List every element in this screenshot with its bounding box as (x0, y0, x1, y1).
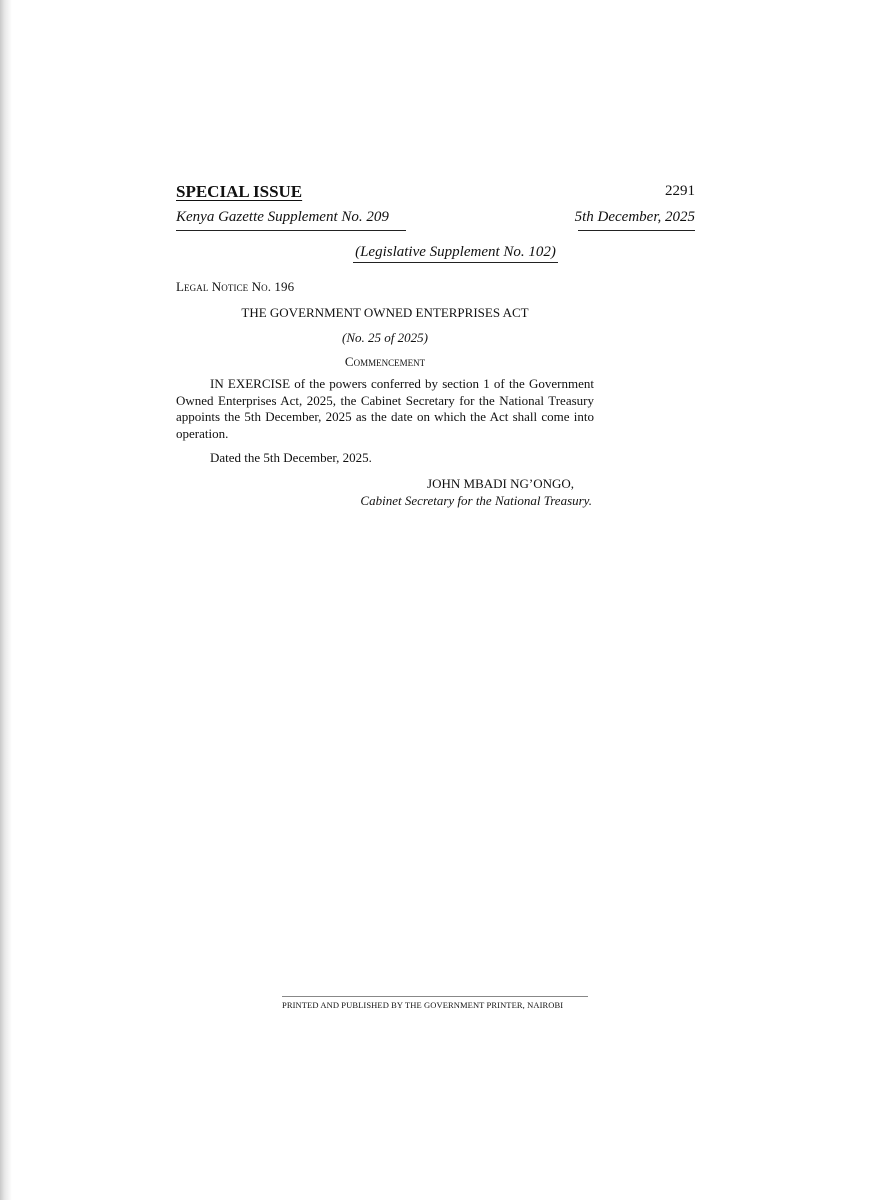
legal-notice-number: Legal Notice No. 196 (176, 279, 295, 294)
signatory-name: JOHN MBADI NG’ONGO, (427, 476, 574, 491)
page-edge-shadow (0, 0, 12, 1200)
footer-rule (282, 996, 588, 997)
page-number: 2291 (665, 183, 695, 199)
special-issue-heading: SPECIAL ISSUE (176, 182, 303, 201)
signatory-title: Cabinet Secretary for the National Treasury. (360, 493, 592, 508)
header-rule-left (176, 230, 406, 231)
notice-body: IN EXERCISE of the powers conferred by section 1 of the Government Owned Enterprises Act, 2025, the Cabinet Secretary for the National Treasury appoints the 5th December, 2025 as the date on which the Act shall come into operation. (176, 376, 594, 441)
act-number-text: (No. 25 of 2025) (342, 330, 428, 345)
legislative-supplement (0, 244, 871, 263)
legislative-supplement-text: (Legislative Supplement No. 102) (353, 244, 558, 263)
commencement-heading: Commencement (344, 354, 426, 369)
dated-line: Dated the 5th December, 2025. (210, 450, 372, 465)
issue-date: 5th December, 2025 (574, 209, 695, 225)
supplement-title: Kenya Gazette Supplement No. 209 (176, 209, 389, 225)
act-title: THE GOVERNMENT OWNED ENTERPRISES ACT (241, 305, 529, 320)
printer-footer: PRINTED AND PUBLISHED BY THE GOVERNMENT PRINTER, NAIROBI (282, 1000, 564, 1010)
header-rule-right (578, 230, 695, 231)
act-number (176, 330, 594, 346)
